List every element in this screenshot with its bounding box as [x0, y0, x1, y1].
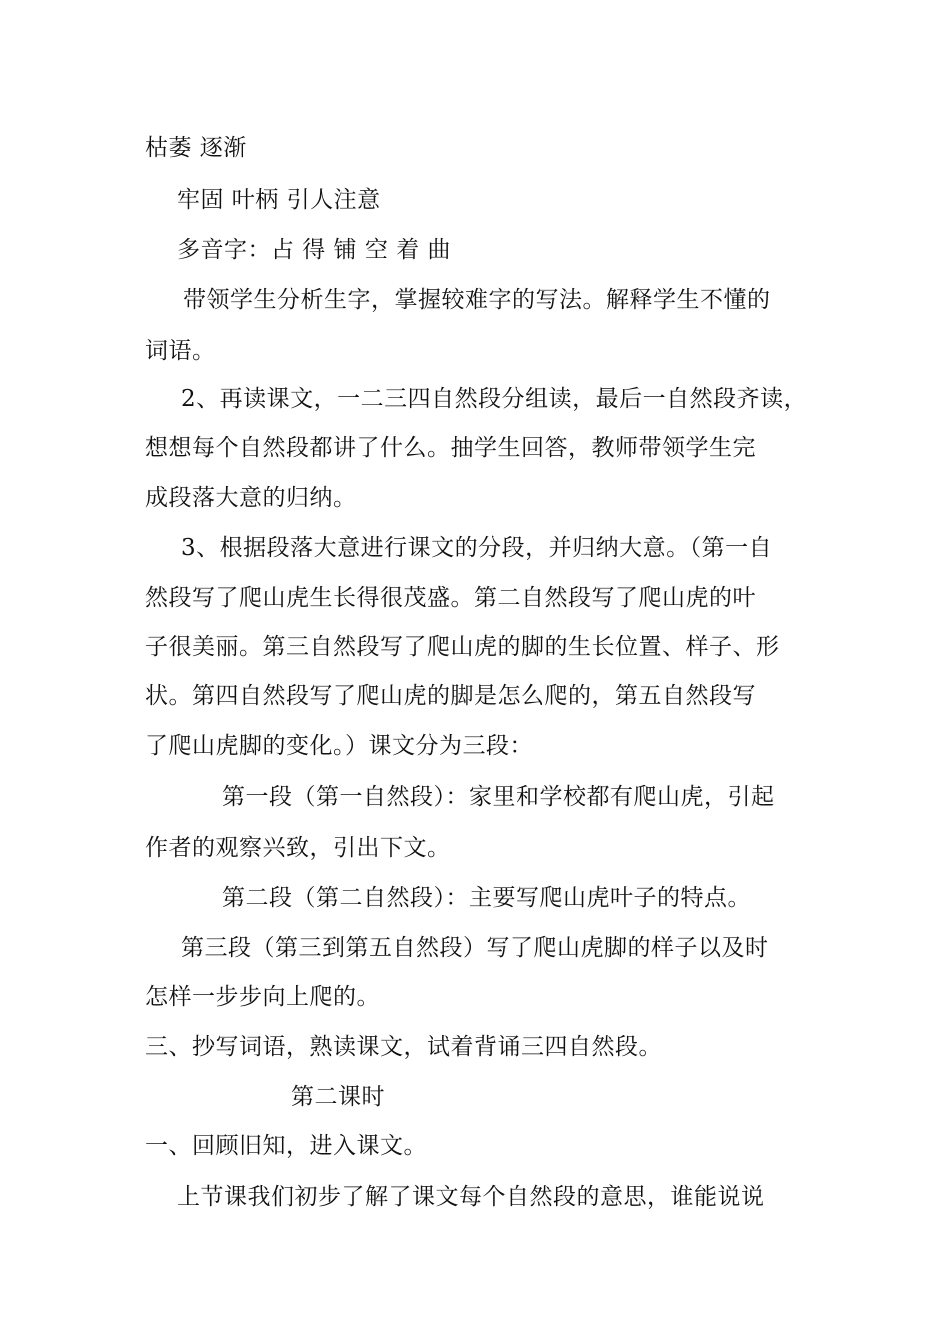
section-line-1: 第一段（第一自然段）：家里和学校都有爬山虎，引起 [222, 784, 775, 810]
polyphone-line: 多音字：占 得 铺 空 着 曲 [177, 237, 452, 263]
paragraph-line: 状。第四自然段写了爬山虎的脚是怎么爬的，第五自然段写 [145, 683, 756, 709]
paragraph-line: 3、根据段落大意进行课文的分段，并归纳大意。（第一自 [181, 535, 773, 561]
paragraph-line: 词语。 [145, 338, 216, 364]
paragraph-line: 想想每个自然段都讲了什么。抽学生回答，教师带领学生完 [145, 435, 756, 461]
section-line-3: 第三段（第三到第五自然段）写了爬山虎脚的样子以及时 [181, 935, 769, 961]
vocab-line-1: 枯萎 逐渐 [145, 135, 247, 161]
paragraph-line: 怎样一步步向上爬的。 [145, 984, 380, 1010]
paragraph-line: 2、再读课文，一二三四自然段分组读，最后一自然段齐读， [181, 386, 808, 412]
paragraph-line: 子很美丽。第三自然段写了爬山虎的脚的生长位置、样子、形 [145, 634, 780, 660]
lesson-heading: 第二课时 [291, 1084, 385, 1110]
paragraph-line: 然段写了爬山虎生长得很茂盛。第二自然段写了爬山虎的叶 [145, 585, 756, 611]
paragraph-line: 上节课我们初步了解了课文每个自然段的意思，谁能说说 [177, 1184, 765, 1210]
paragraph-line: 带领学生分析生字，掌握较难字的写法。解释学生不懂的 [183, 287, 771, 313]
paragraph-line: 了爬山虎脚的变化。）课文分为三段： [145, 733, 533, 759]
paragraph-line: 成段落大意的归纳。 [145, 485, 357, 511]
step-line-3: 三、抄写词语，熟读课文，试着背诵三四自然段。 [145, 1034, 662, 1060]
step-line-1: 一、回顾旧知，进入课文。 [145, 1133, 427, 1159]
section-line-2: 第二段（第二自然段）：主要写爬山虎叶子的特点。 [222, 885, 751, 911]
paragraph-line: 作者的观察兴致，引出下文。 [145, 835, 451, 861]
vocab-line-2: 牢固 叶柄 引人注意 [177, 187, 381, 213]
